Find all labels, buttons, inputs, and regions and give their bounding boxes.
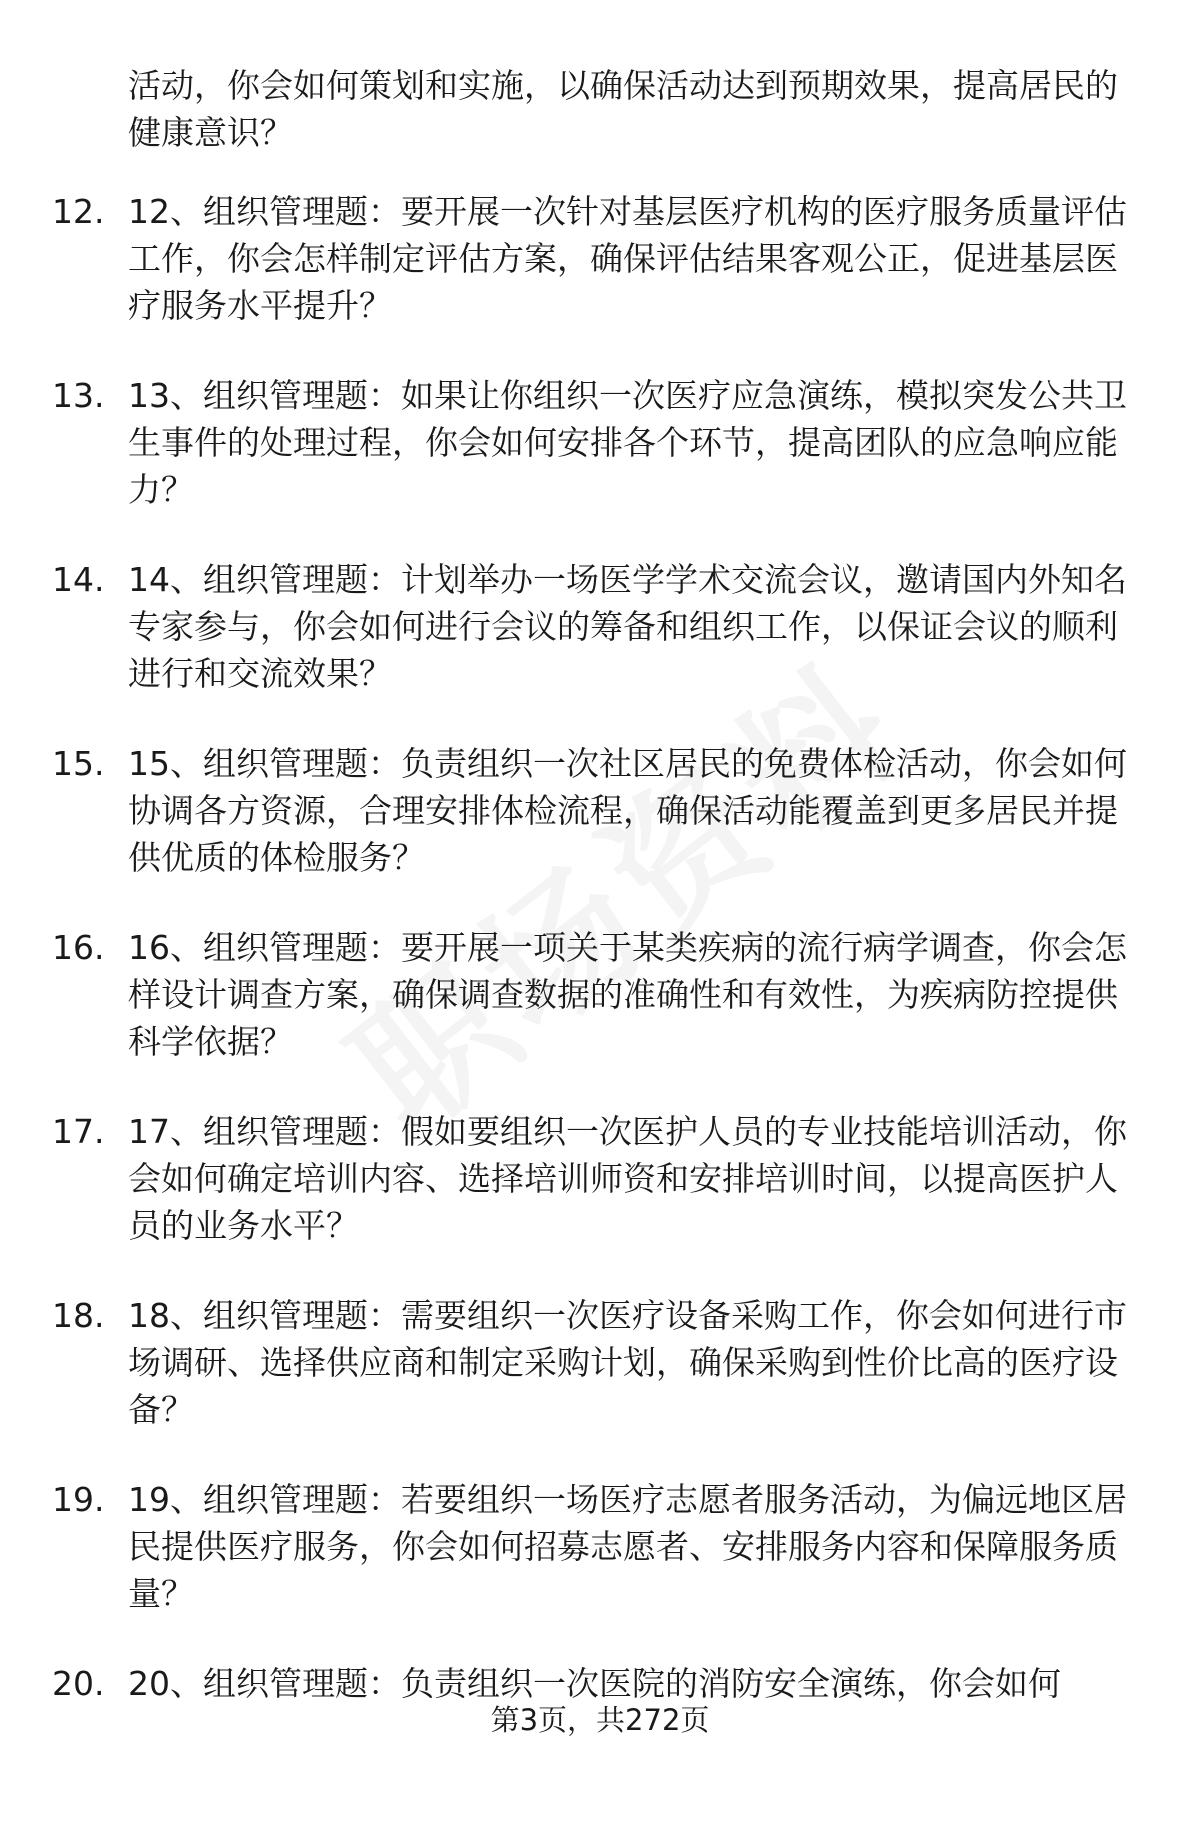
list-item: [0, 1660, 1200, 1844]
list-item-number: 16.: [52, 928, 105, 967]
list-item-text: 15、组织管理题：负责组织一次社区居民的免费体检活动，你会如何协调各方资源，合理安排体检流程，确保活动能覆盖到更多居民并提供优质的体检服务？: [128, 744, 1127, 877]
list-item: [0, 556, 1200, 740]
list-item-text: 20、组织管理题：负责组织一次医院的消防安全演练，你会如何: [128, 1664, 1061, 1703]
list-item: [0, 372, 1200, 556]
list-item: [0, 924, 1200, 1108]
list-item: [0, 1292, 1200, 1476]
list-item: [0, 188, 1200, 372]
question-list: [0, 188, 1200, 1844]
list-item-text: 16、组织管理题：要开展一项关于某类疾病的流行病学调查，你会怎样设计调查方案，确保调查数据的准确性和有效性，为疾病防控提供科学依据？: [128, 928, 1127, 1061]
list-item-text: 17、组织管理题：假如要组织一次医护人员的专业技能培训活动，你会如何确定培训内容、选择培训师资和安排培训时间，以提高医护人员的业务水平？: [128, 1112, 1127, 1245]
list-item-number: 20.: [52, 1664, 105, 1703]
list-item-text: 13、组织管理题：如果让你组织一次医疗应急演练，模拟突发公共卫生事件的处理过程，你会如何安排各个环节，提高团队的应急响应能力？: [128, 376, 1127, 509]
list-item-number: 14.: [52, 560, 105, 599]
list-item-text: 19、组织管理题：若要组织一场医疗志愿者服务活动，为偏远地区居民提供医疗服务，你会如何招募志愿者、安排服务内容和保障服务质量？: [128, 1480, 1127, 1613]
list-item-text: 12、组织管理题：要开展一次针对基层医疗机构的医疗服务质量评估工作，你会怎样制定评估方案，确保评估结果客观公正，促进基层医疗服务水平提升？: [128, 192, 1127, 325]
list-item-number: 15.: [52, 744, 105, 783]
page-footer: 第3页，共272页: [490, 1703, 710, 1737]
continuation-text: 活动，你会如何策划和实施，以确保活动达到预期效果，提高居民的健康意识？: [128, 66, 1118, 152]
list-item-number: 17.: [52, 1112, 105, 1151]
list-item: [0, 1476, 1200, 1660]
list-item-text: 18、组织管理题：需要组织一次医疗设备采购工作，你会如何进行市场调研、选择供应商和制定采购计划，确保采购到性价比高的医疗设备？: [128, 1296, 1127, 1429]
list-item-number: 18.: [52, 1296, 105, 1335]
list-item-text: 14、组织管理题：计划举办一场医学学术交流会议，邀请国内外知名专家参与，你会如何进行会议的筹备和组织工作，以保证会议的顺利进行和交流效果？: [128, 560, 1127, 693]
list-item-number: 12.: [52, 192, 105, 231]
list-item: [0, 740, 1200, 924]
list-item: [0, 1108, 1200, 1292]
list-item-number: 13.: [52, 376, 105, 415]
list-item-number: 19.: [52, 1480, 105, 1519]
